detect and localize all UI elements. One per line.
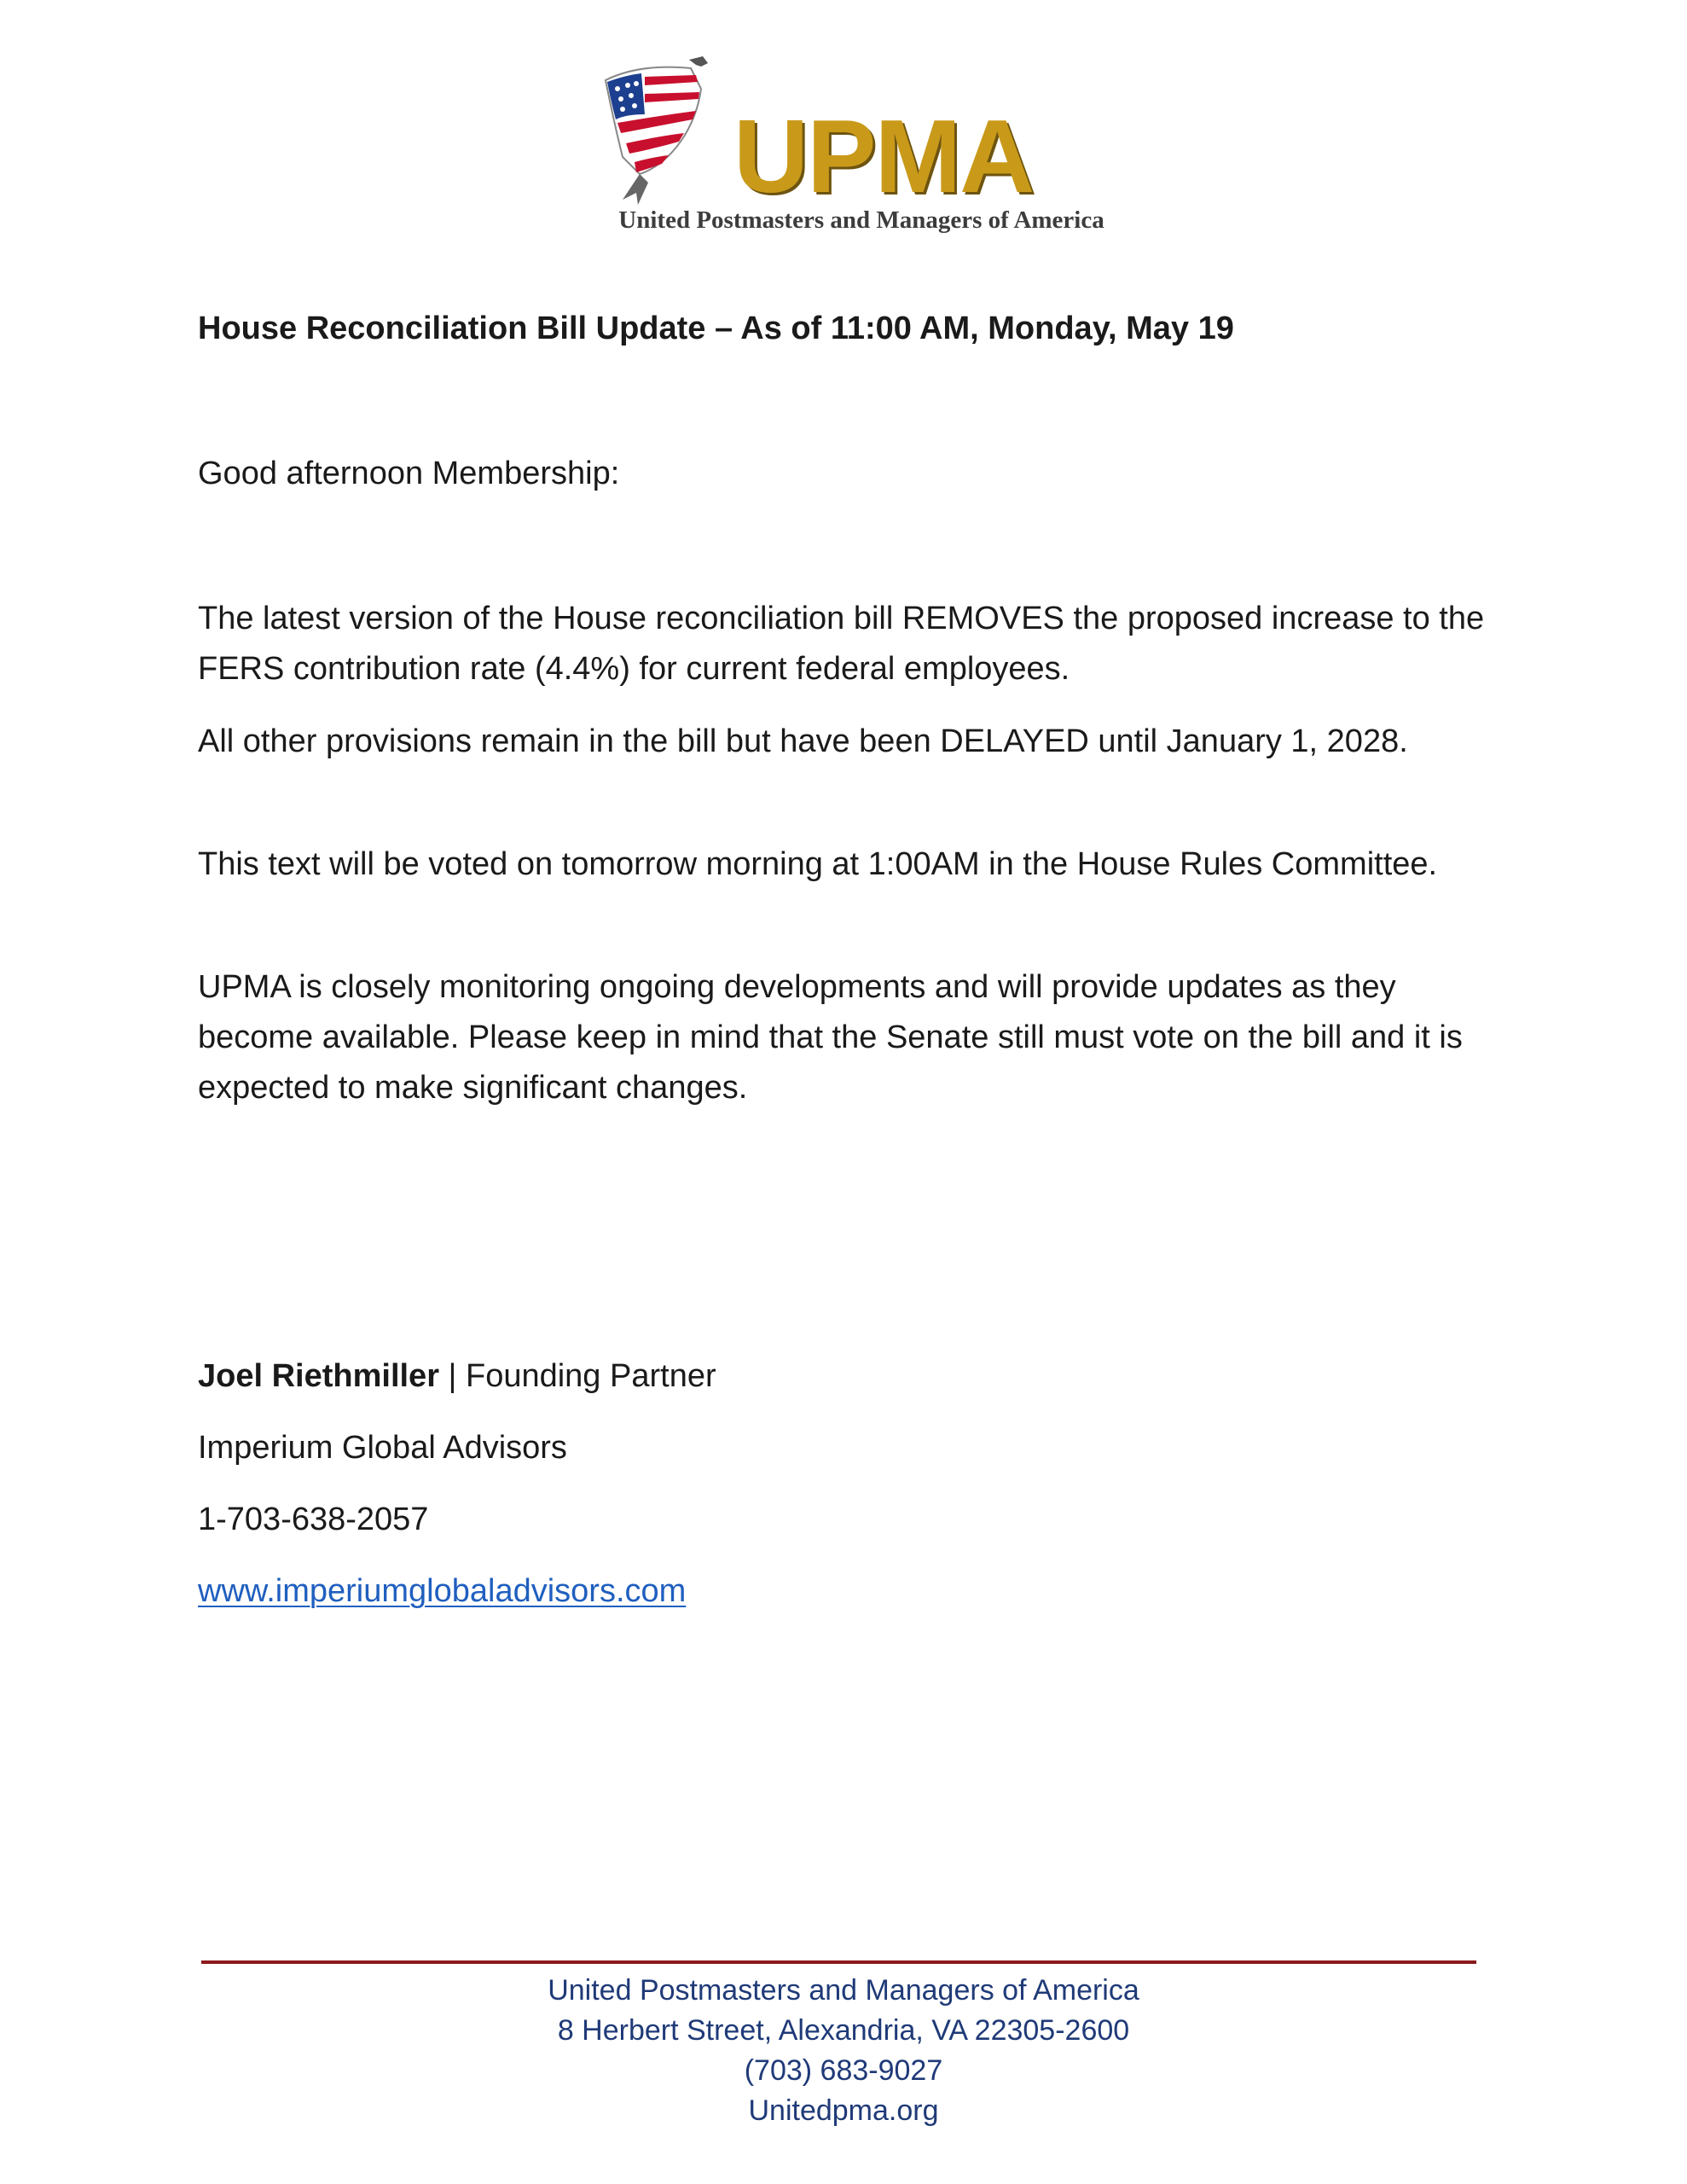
footer-website: Unitedpma.org — [748, 2094, 939, 2127]
signature-phone: 1-703-638-2057 — [198, 1502, 429, 1537]
eagle-flag-icon — [588, 55, 733, 208]
signature-website-link[interactable]: www.imperiumglobaladvisors.com — [198, 1573, 687, 1609]
logo-caption: United Postmasters and Managers of America — [618, 206, 1104, 234]
upma-logo — [588, 55, 1134, 242]
footer-divider — [201, 1960, 1476, 1964]
footer-phone: (703) 683-9027 — [744, 2054, 943, 2087]
signature-company: Imperium Global Advisors — [198, 1430, 567, 1466]
logo-wordmark: UPMA — [733, 98, 1034, 214]
signature-role: Founding Partner — [465, 1358, 716, 1394]
paragraph: This text will be voted on tomorrow morning at 1:00AM in the House Rules Committee. — [198, 846, 1438, 882]
signature-name-line — [198, 1351, 716, 1402]
paragraph: All other provisions remain in the bill but have been DELAYED until January 1, 2028. — [198, 723, 1408, 759]
letter-title: House Reconciliation Bill Update – As of 11:00 AM, Monday, May 19 — [198, 311, 1234, 346]
signature-separator: | — [448, 1358, 457, 1394]
signature-name: Joel Riethmiller — [198, 1358, 439, 1394]
footer-org: United Postmasters and Managers of America — [548, 1974, 1139, 2007]
paragraph: UPMA is closely monitoring ongoing developments and will provide updates as they become available. Please keep in mind that the Senate still must vote on the bill and it is expected to make significant changes. — [198, 969, 1463, 1106]
signature-website-line — [198, 1566, 686, 1617]
footer — [0, 1971, 1687, 2131]
paragraph: The latest version of the House reconciliation bill REMOVES the proposed increase to the FERS contribution rate (4.4%) for current federal employees. — [198, 601, 1485, 687]
footer-address: 8 Herbert Street, Alexandria, VA 22305-2600 — [557, 2014, 1130, 2047]
letter-greeting: Good afternoon Membership: — [198, 456, 620, 491]
